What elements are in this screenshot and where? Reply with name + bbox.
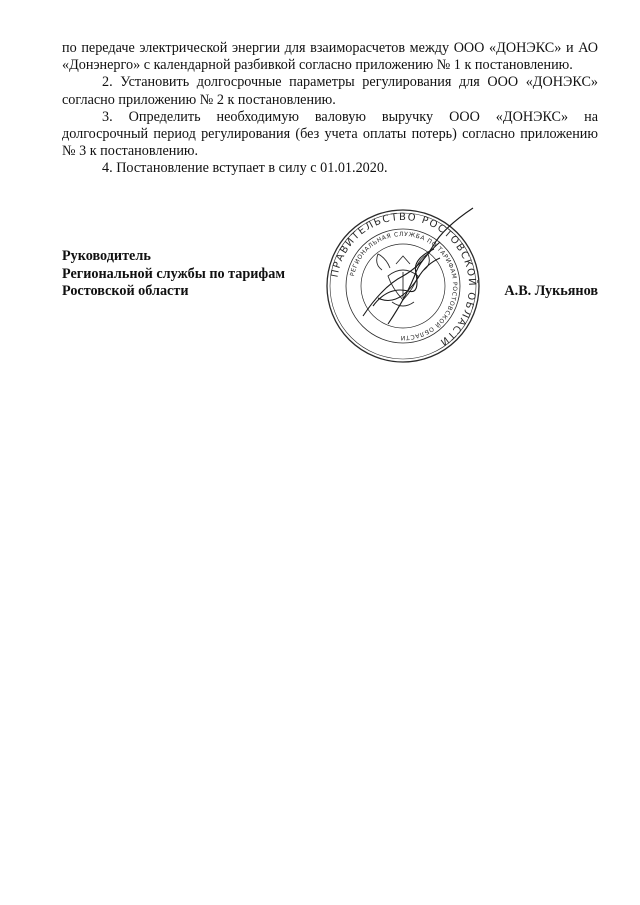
signatory-title: [62, 248, 285, 301]
paragraph-item-2: 2. Установить долгосрочные параметры регулирования для ООО «ДОНЭКС» согласно приложению № 2 к постановлению.: [62, 74, 598, 108]
seal-graphic: [318, 206, 488, 366]
signatory-title-line: Руководитель: [62, 248, 151, 264]
paragraph-item-3: 3. Определить необходимую валовую выручку ООО «ДОНЭКС» на долгосрочный период регулирования (без учета оплаты потерь) согласно приложению № 3 к постановлению.: [62, 108, 598, 160]
signatory-title-line: Ростовской области: [62, 283, 189, 299]
paragraph-continuation: по передаче электрической энергии для взаиморасчетов между ООО «ДОНЭКС» и АО «Донэнерго» с календарной разбивкой согласно приложению № 1 к постановлению.: [62, 40, 598, 74]
document-body: [62, 40, 598, 178]
signatory-title-line: Региональной службы по тарифам: [62, 265, 286, 282]
official-seal: [318, 206, 488, 366]
paragraph-item-4: 4. Постановление вступает в силу с 01.01.2020.: [102, 160, 388, 177]
seal-inner-text: РЕГИОНАЛЬНАЯ СЛУЖБА ПО ТАРИФАМ РОСТОВСКОЙ ОБЛАСТИ: [348, 230, 459, 342]
signatory-name: А.В. Лукьянов: [504, 283, 598, 299]
seal-outer-text: ПРАВИТЕЛЬСТВО РОСТОВСКОЙ ОБЛАСТИ: [329, 211, 478, 349]
